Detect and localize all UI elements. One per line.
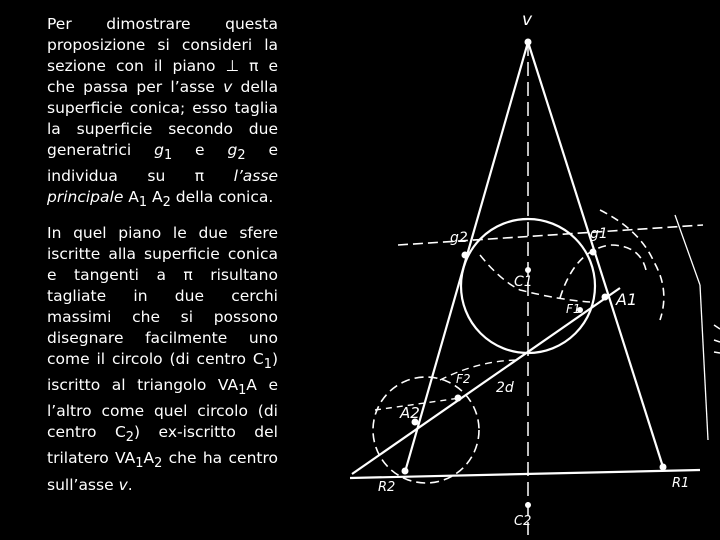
text-run: che ha centro sull’asse <box>47 449 278 494</box>
point-a1 <box>602 294 609 301</box>
generatrix-g1 <box>528 42 663 467</box>
g1-subscript: 1 <box>163 148 173 164</box>
point-f2 <box>455 395 462 402</box>
axis-v-symbol: v <box>223 78 233 96</box>
label-g1: g1 <box>590 226 608 242</box>
text-run: e che passa per l’asse <box>47 57 278 96</box>
label-r2: R2 <box>378 480 396 495</box>
point-r1 <box>660 464 667 471</box>
text-panel <box>47 14 278 496</box>
text-run: della conica. <box>170 188 274 207</box>
text-run: A <box>123 188 139 207</box>
text-run: In quel piano le due sfere iscritte alla superficie conica e tangenti a <box>47 224 278 285</box>
horizontal-line <box>398 225 703 245</box>
va1-subscript: 1 <box>238 383 247 399</box>
label-g2: g2 <box>450 230 468 246</box>
label-a1: A1 <box>616 290 638 309</box>
paragraph-1 <box>47 14 278 213</box>
point-r2 <box>402 468 409 475</box>
label-a2: A2 <box>400 404 420 422</box>
label-f1: F1 <box>566 302 581 316</box>
g2-symbol: g <box>227 141 238 159</box>
pi-symbol: π <box>183 266 193 285</box>
g1-symbol: g <box>154 141 164 159</box>
a1-subscript: 1 <box>138 195 148 211</box>
c1-subscript: 1 <box>263 357 272 373</box>
text-run: e <box>172 141 228 159</box>
text-run: ) iscritto al triangolo VA <box>47 350 278 395</box>
c2-subscript: 2 <box>125 430 135 446</box>
paragraph-2 <box>47 223 278 495</box>
label-2d: 2d <box>496 380 514 396</box>
asse-principale-term: l’asse principale <box>47 167 278 207</box>
label-r1: R1 <box>672 476 690 491</box>
cone-diagram <box>300 0 720 540</box>
va1-subscript: 1 <box>135 456 144 472</box>
perpendicular-symbol: ⊥ <box>225 57 240 75</box>
text-run: Per dimostrare questa proposizione si consideri la sezione con il piano <box>47 15 278 75</box>
text-run: della superficie conica; esso taglia la superficie secondo due generatrici <box>47 78 278 159</box>
text-run: ) ex-iscritto del trilatero VA <box>47 423 278 468</box>
text-run: risultano tagliate in due cerchi massimi che si possono disegnare facilmente uno come il circolo (di centro C <box>47 266 278 369</box>
point-v <box>525 39 532 46</box>
text-run: A <box>147 188 163 207</box>
label-c1: C1 <box>514 274 533 290</box>
text-run <box>204 167 233 185</box>
point-g1 <box>590 249 597 256</box>
edge-ticks <box>714 325 720 353</box>
label-c2: C2 <box>514 514 532 529</box>
dashed-arc-f2 <box>440 360 520 380</box>
ray-right-2 <box>700 285 708 440</box>
cone-section-figure <box>300 0 720 540</box>
point-c2 <box>525 502 531 508</box>
pi-symbol: π <box>239 57 259 75</box>
dashed-curve-g2-c1 <box>480 255 590 302</box>
text-run: e individua su <box>47 141 278 186</box>
text-run: A <box>143 449 155 468</box>
label-v: v <box>522 10 533 30</box>
pi-symbol: π <box>194 167 205 186</box>
text-run: . <box>127 475 133 494</box>
a2-subscript: 2 <box>162 195 171 211</box>
axis-v-symbol: v <box>118 475 128 494</box>
a2-subscript: 2 <box>154 456 163 472</box>
point-c1 <box>525 267 531 273</box>
g2-subscript: 2 <box>237 148 246 164</box>
point-g2 <box>462 252 469 259</box>
text-run: A e l’altro come quel circolo (di centro C <box>47 376 278 442</box>
label-f2: F2 <box>456 372 471 386</box>
excircle-c2 <box>373 377 479 483</box>
